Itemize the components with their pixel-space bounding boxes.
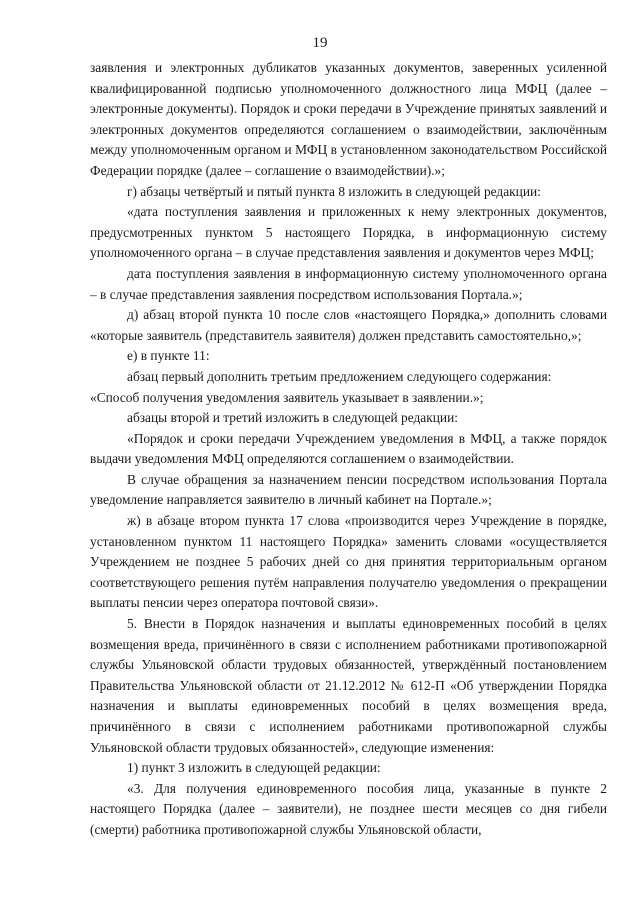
paragraph: «Способ получения уведомления заявитель указывает в заявлении.»;	[90, 389, 484, 405]
page-number: 19	[312, 35, 328, 51]
paragraph: «Порядок и сроки передачи Учреждением уведомления в МФЦ, а также порядок выдачи уведомления МФЦ определяются соглашением о взаимодействии.	[90, 430, 607, 467]
paragraph: абзацы второй и третий изложить в следующей редакции:	[127, 410, 458, 426]
paragraph: 1) пункт 3 изложить в следующей редакции:	[127, 760, 381, 776]
paragraph: «дата поступления заявления и приложенных к нему электронных документов, предусмотренных пунктом 5 настоящего Порядка, в информационную систему уполномоченного органа – в случае представления заявления и документов через МФЦ;	[90, 204, 607, 261]
paragraph: В случае обращения за назначением пенсии посредством использования Портала уведомление направляется заявителю в личный кабинет на Портале.»;	[90, 471, 607, 508]
paragraph: г) абзацы четвёртый и пятый пункта 8 изложить в следующей редакции:	[127, 183, 541, 199]
document-body	[90, 58, 607, 841]
paragraph: д) абзац второй пункта 10 после слов «настоящего Порядка,» дополнить словами «которые заявитель (представитель заявителя) должен представить самостоятельно,»;	[90, 307, 607, 343]
paragraph: 5. Внести в Порядок назначения и выплаты единовременных пособий в целях возмещения вреда, причинённого в связи с исполнением работниками противопожарной службы Ульяновской области трудовых обязанностей, утверждённый постановлением Правительства Ульяновской области от 21.12.2012 № 612-П «Об утверждении Порядка назначения и выплаты единовременных пособий в целях возмещения вреда, причинённого в связи с исполнением работниками противопожарной службы Ульяновской области трудовых обязанностей», следующие изменения:	[90, 616, 607, 755]
paragraph: заявления и электронных дубликатов указанных документов, заверенных усиленной квалифицированной подписью уполномоченного должностного лица МФЦ (далее – электронные документы). Порядок и сроки передачи в Учреждение принятых заявлений и электронных документов определяются соглашением о взаимодействии, заключённым между уполномоченным органом и МФЦ в установленном законодательством Российской Федерации порядке (далее – соглашение о взаимодействии).»;	[90, 60, 607, 178]
paragraph: абзац первый дополнить третьим предложением следующего содержания:	[127, 368, 552, 384]
paragraph: ж) в абзаце втором пункта 17 слова «производится через Учреждение в порядке, установленном пунктом 11 настоящего Порядка» заменить словами «осуществляется Учреждением не позднее 5 рабочих дней со дня принятия территориальным органом соответствующего решения путём направления получателю уведомления о прекращении выплаты пенсии через оператора почтовой связи».	[90, 513, 607, 611]
paragraph: «3. Для получения единовременного пособия лица, указанные в пункте 2 настоящего Порядка (далее – заявители), не позднее шести месяцев со дня гибели (смерти) работника противопожарной службы Ульяновской области,	[90, 780, 607, 837]
paragraph: е) в пункте 11:	[127, 348, 210, 364]
paragraph: дата поступления заявления в информационную систему уполномоченного органа – в случае представления заявления посредством использования Портала.»;	[90, 265, 607, 302]
